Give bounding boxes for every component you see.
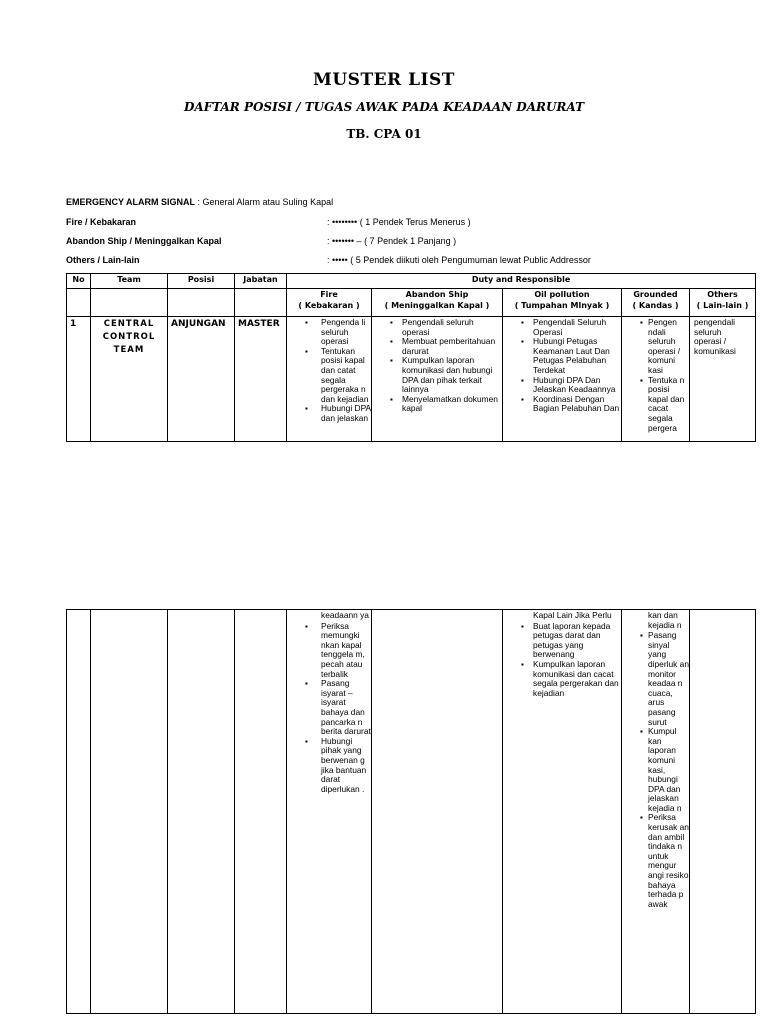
list-item: ▪ Kumpulkan laporan komunikasi dan cacat segala pergerakan dan kejadian [503, 660, 621, 698]
row1-posisi: ANJUNGAN [168, 317, 235, 442]
row2-fire: keadaann ya ▪ Periksa memungki nkan kapal tenggela m, pecah atau terbalik ▪ Pasang isyarat – isyarat bahaya dan pancarka n berita darurat ▪ Hubungi pihak yang berwenan g jika bantuan darat diperlukan . [287, 610, 372, 1014]
row1-team: CENTRAL CONTROL TEAM [91, 317, 168, 442]
alarm-signal-label: EMERGENCY ALARM SIGNAL [66, 197, 196, 207]
fire-signal-value: : •••••••• ( 1 Pendek Terus Menerus ) [327, 217, 471, 227]
page-title: MUSTER LIST [313, 70, 455, 90]
list-item: ▪ Koordinasi Dengan Bagian Pelabuhan Dan [503, 395, 621, 414]
list-item: ▪ Hubungi Petugas Keamanan Laut Dan Petugas Pelabuhan Terdekat [503, 337, 621, 375]
col-team: Team [91, 274, 168, 289]
row1-abandon [372, 317, 503, 442]
col-grounded: Grounded ( Kandas ) [622, 289, 690, 317]
abandon-signal-value: : ••••••• – ( 7 Pendek 1 Panjang ) [327, 236, 457, 246]
row1-no: 1 [67, 317, 91, 442]
col-duty: Duty and Responsible [287, 274, 756, 289]
list-item: ▪ Membuat pemberitahuan darurat [372, 337, 502, 356]
list-item: ▪ Kumpul kan laporan komuni kasi, hubungi DPA dan jelaskan kejadia n [622, 727, 689, 813]
col-others: Others ( Lain-lain ) [690, 289, 756, 317]
row1-others: pengendali seluruh operasi / komunikasi [690, 317, 756, 442]
col-oil: Oil pollution ( Tumpahan Mlnyak ) [503, 289, 622, 317]
muster-table-page1 [66, 273, 756, 442]
list-item: ▪ Pasang sinyal yang diperluk an monitor keadaa n cuaca, arus pasang surut [622, 631, 689, 727]
list-item: ▪ Buat laporan kepada petugas darat dan petugas yang berwenang [503, 622, 621, 660]
list-item: ▪ Pengendali seluruh operasi [372, 318, 502, 337]
alarm-signal-value: : General Alarm atau Suling Kapal [195, 197, 334, 207]
vessel-name: TB. CPA 01 [346, 127, 422, 141]
row2-oil: Kapal Lain Jika Perlu ▪ Buat laporan kepada petugas darat dan petugas yang berwenang ▪ Kumpulkan laporan komunikasi dan cacat segala pergerakan dan kejadian [503, 610, 622, 1014]
col-jabatan: Jabatan [235, 274, 287, 289]
list-item: ▪ Pengendali Seluruh Operasi [503, 318, 621, 337]
list-item: ▪ Periksa kerusak an dan ambil tindaka n untuk mengur angi resiko bahaya terhada p awak [622, 813, 689, 909]
muster-table-page2 [66, 609, 756, 1014]
alarm-signal-line [66, 196, 333, 208]
row2-grounded: kan dan kejadia n ▪ Pasang sinyal yang diperluk an monitor keadaa n cuaca, arus pasang surut ▪ Kumpul kan laporan komuni kasi, hubungi DPA dan jelaskan kejadia n ▪ Periksa kerusak an dan ambil tindaka n untuk mengur angi resiko bahaya terhada p awak [622, 610, 690, 1014]
row1-grounded [622, 317, 690, 442]
list-item: ▪ Periksa memungki nkan kapal tenggela m, pecah atau terbalik [287, 622, 371, 680]
list-item: ▪ Hubungi pihak yang berwenan g jika bantuan darat diperlukan . [287, 737, 371, 795]
list-item: ▪ Tentukan posisi kapal dan catat segala pergeraka n dan kejadian [287, 347, 371, 405]
list-item: ▪ Pengenda li seluruh operasi [287, 318, 371, 347]
list-item: ▪ Menyelamatkan dokumen kapal [372, 395, 502, 414]
page-subtitle: DAFTAR POSISI / TUGAS AWAK PADA KEADAAN DARURAT [183, 100, 584, 114]
list-item: ▪ Pengen ndali seluruh operasi / komuni kasi [622, 318, 689, 376]
others-signal-value: : ••••• ( 5 Pendek diikuti oleh Pengumuman lewat Public Addressor [327, 255, 591, 265]
col-abandon: Abandon Ship ( Meninggalkan Kapal ) [372, 289, 503, 317]
col-posisi: Posisi [168, 274, 235, 289]
row1-jabatan: MASTER [235, 317, 287, 442]
list-item: ▪ Kumpulkan laporan komunikasi dan hubungi DPA dan pihak terkait lainnya [372, 356, 502, 394]
list-item: ▪ Hubungi DPA dan jelaskan [287, 404, 371, 423]
col-no: No [67, 274, 91, 289]
list-item: ▪ Tentuka n posisi kapal dan cacat segala pergera [622, 376, 689, 434]
fire-signal-label: Fire / Kebakaran [66, 217, 137, 227]
row1-oil [503, 317, 622, 442]
abandon-signal-label: Abandon Ship / Meninggalkan Kapal [66, 236, 222, 246]
col-fire: Fire ( Kebakaran ) [287, 289, 372, 317]
list-item: ▪ Pasang isyarat – isyarat bahaya dan pancarka n berita darurat [287, 679, 371, 737]
row1-fire [287, 317, 372, 442]
others-signal-label: Others / Lain-lain [66, 255, 140, 265]
list-item: ▪ Hubungi DPA Dan Jelaskan Keadaannya [503, 376, 621, 395]
